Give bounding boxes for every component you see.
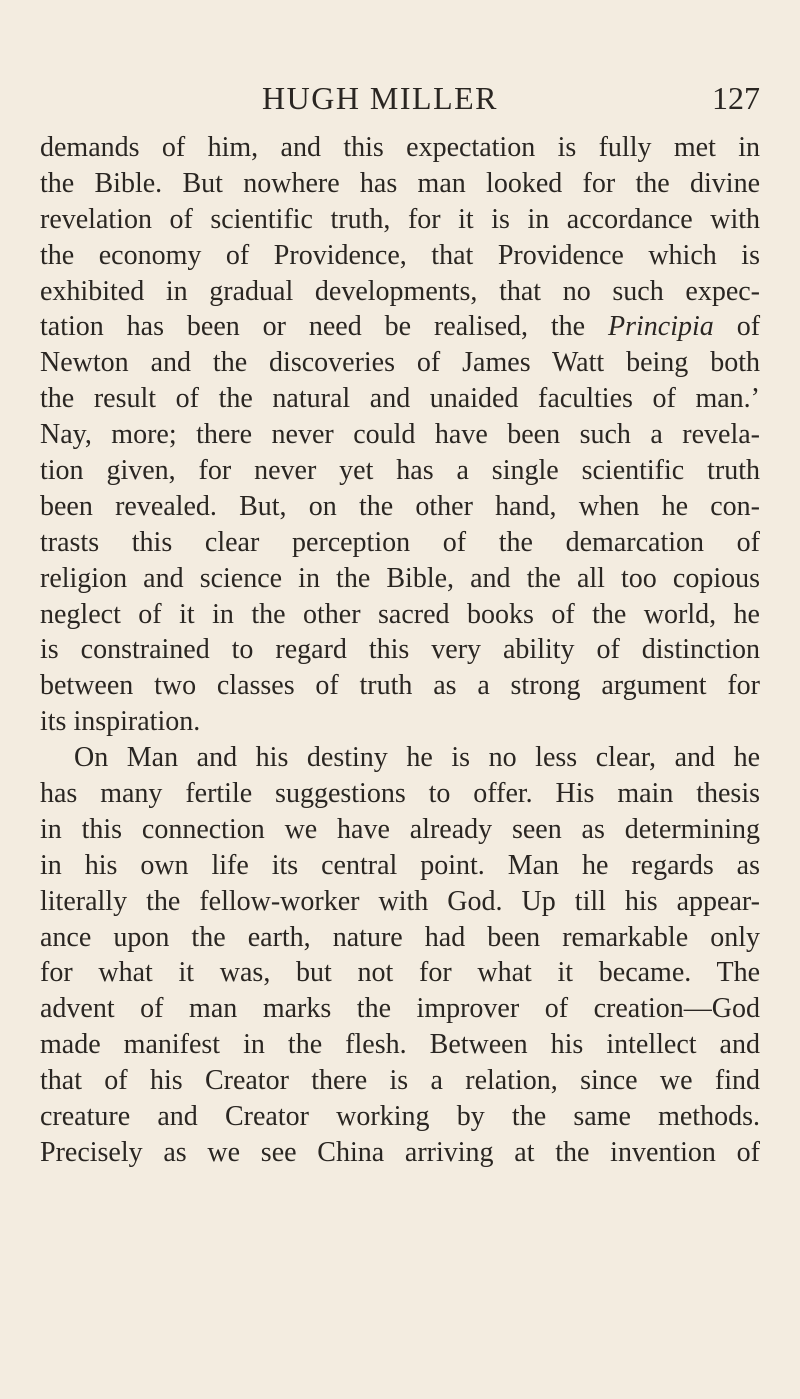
text-line: demands of him, and this expectation is fully met in (40, 132, 760, 163)
text-line: On Man and his destiny he is no less clear, and he (74, 742, 760, 774)
text-line: been revealed. But, on the other hand, when he con- (40, 490, 760, 522)
text-line: advent of man marks the improver of creation—God (40, 993, 760, 1025)
text-line: tion given, for never yet has a single scientific truth (40, 455, 760, 487)
italic-title: Principia (608, 311, 714, 343)
text-line: ance upon the earth, nature had been remarkable only (40, 921, 760, 953)
text-segment: of (736, 311, 761, 343)
text-line: literally the fellow-worker with God. Up till his appear- (40, 885, 760, 917)
running-title: HUGH MILLER (261, 80, 499, 116)
text-line: neglect of it in the other sacred books of the world, he (40, 598, 760, 630)
text-line: is constrained to regard this very ability of distinction (40, 634, 760, 666)
text-line: for what it was, but not for what it became. The (40, 957, 760, 989)
text-line: its inspiration. (40, 706, 201, 738)
page-number: 127 (712, 80, 760, 116)
text-line: Newton and the discoveries of James Watt being both (40, 347, 760, 379)
text-line: revelation of scientific truth, for it is in accordance with (40, 203, 760, 235)
text-line: the result of the natural and unaided faculties of man.’ (40, 383, 760, 415)
text-line: Precisely as we see China arriving at the invention of (40, 1136, 760, 1168)
text-line: between two classes of truth as a strong argument for (40, 670, 760, 702)
text-line: has many fertile suggestions to offer. His main thesis (40, 778, 760, 810)
text-line-with-italic (40, 309, 760, 345)
text-line: Nay, more; there never could have been such a revela- (40, 419, 760, 451)
text-line: made manifest in the flesh. Between his intellect and (40, 1029, 760, 1061)
text-segment: tation has been or need be realised, the (40, 311, 586, 343)
running-head (0, 78, 800, 118)
text-line: the economy of Providence, that Providence which is (40, 239, 760, 271)
text-line: the Bible. But nowhere has man looked for the divine (40, 167, 760, 199)
text-line: religion and science in the Bible, and the all too copious (40, 562, 760, 594)
text-line: that of his Creator there is a relation, since we find (40, 1065, 760, 1097)
text-line: creature and Creator working by the same methods. (40, 1101, 760, 1133)
text-line: exhibited in gradual developments, that no such expec- (40, 275, 760, 307)
text-line: trasts this clear perception of the demarcation of (40, 526, 760, 558)
body-text (40, 130, 760, 1171)
text-line: in his own life its central point. Man he regards as (40, 849, 760, 881)
text-line: in this connection we have already seen as determining (40, 813, 760, 845)
